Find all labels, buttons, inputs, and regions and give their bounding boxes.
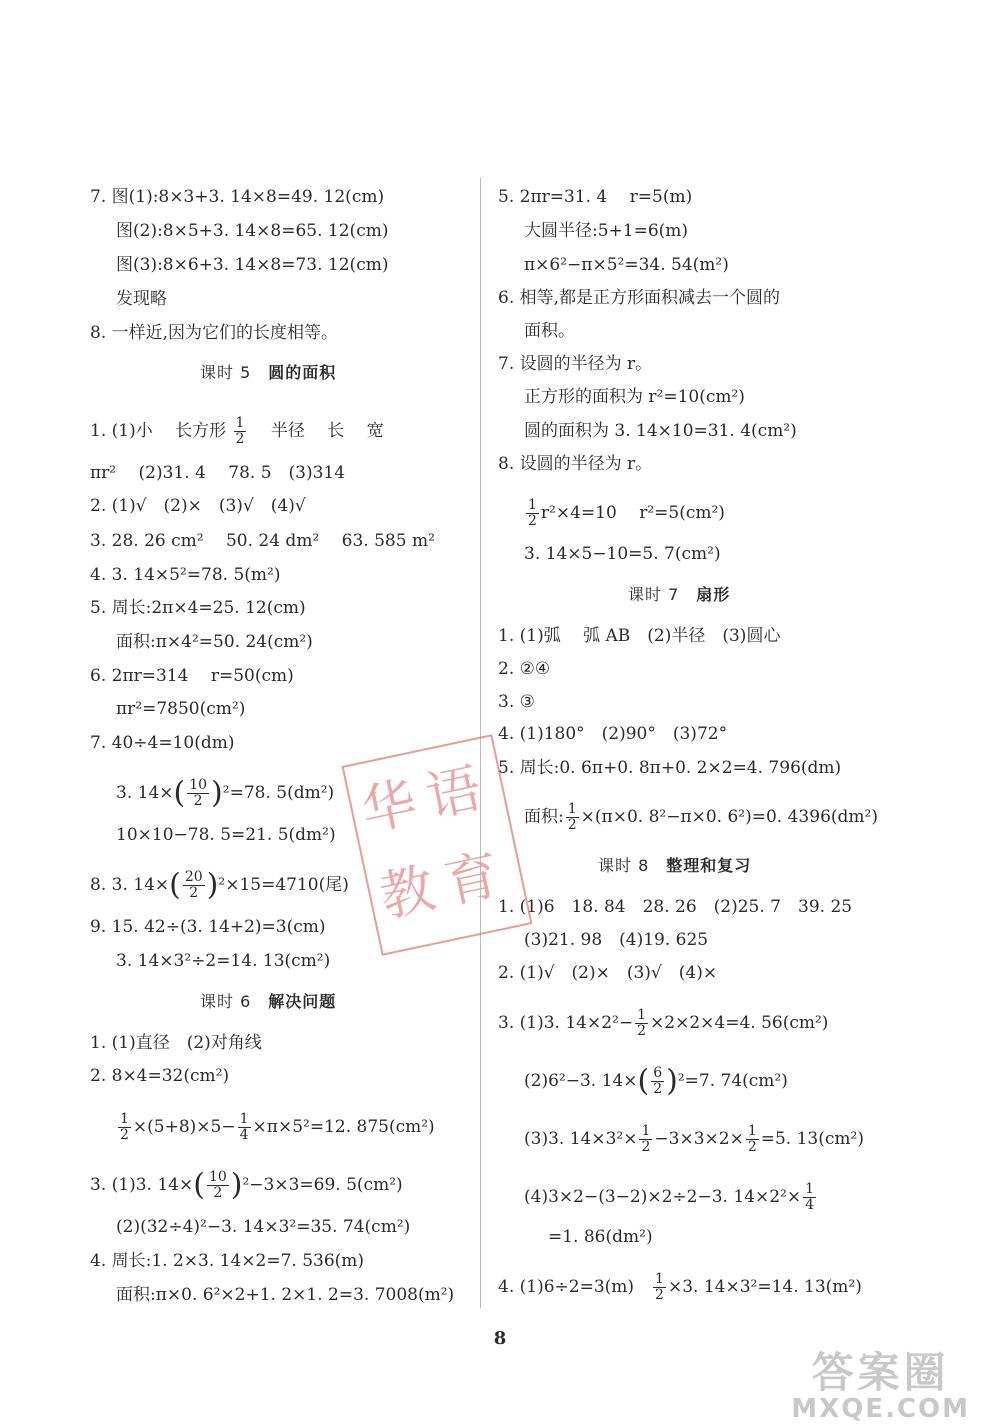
answer-line: 7. 设圆的半径为 r。 xyxy=(498,354,653,374)
answer-line: 面积:π×4²=50. 24(cm²) xyxy=(116,632,313,652)
answer-line: 5. 周长:0. 6π+0. 8π+0. 2×2=4. 796(dm) xyxy=(498,758,842,778)
answer-line: 2. (1)√ (2)× (3)√ (4)√ xyxy=(90,496,306,516)
section-heading-5: 课时 5 圆的面积 xyxy=(200,363,337,382)
answer-line: 3. (1)3. 14×2²− $\frac{1}{2}$ ×2×2×4=4. 56(cm²) xyxy=(498,1007,829,1039)
answer-line: 1. (1)弧 弧 AB (2)半径 (3)圆心 xyxy=(498,626,781,646)
answer-line: 6. 相等,都是正方形面积减去一个圆的 xyxy=(498,288,781,308)
answer-line: 9. 15. 42÷(3. 14+2)=3(cm) xyxy=(90,917,326,937)
answer-line: 2. 8×4=32(cm²) xyxy=(90,1066,230,1086)
answer-line: 1. (1)6 18. 84 28. 26 (2)25. 7 39. 25 xyxy=(498,897,853,917)
answer-line: 图(3):8×6+3. 14×8=73. 12(cm) xyxy=(116,255,389,275)
page-number: 8 xyxy=(493,1328,507,1349)
publisher-stamp: 华语 教育 xyxy=(342,734,533,956)
answer-line: 3. 14×( $\frac{10}{2}$ )²=78. 5(dm²) xyxy=(116,775,335,811)
answer-line: 1. (1)直径 (2)对角线 xyxy=(90,1033,262,1053)
answer-line: (2)6²−3. 14×( $\frac{6}{2}$ )²=7. 74(cm²) xyxy=(524,1063,788,1099)
answer-line: 大圆半径:5+1=6(m) xyxy=(524,221,689,241)
answer-line: 4. (1)180° (2)90° (3)72° xyxy=(498,724,728,744)
answer-line: π×6²−π×5²=34. 54(m²) xyxy=(524,255,729,275)
answer-line: 7. 图(1):8×3+3. 14×8=49. 12(cm) xyxy=(90,187,385,207)
answer-line: 2. (1)√ (2)× (3)√ (4)× xyxy=(498,963,718,983)
section-heading-7: 课时 7 扇形 xyxy=(628,585,731,604)
answer-line: 4. (1)6÷2=3(m) $\frac{1}{2}$ ×3. 14×3²=14. 13(m²) xyxy=(498,1271,862,1303)
answer-line: 面积: $\frac{1}{2}$ ×(π×0. 8²−π×0. 6²)=0. 4396(dm²) xyxy=(524,801,878,833)
answer-line: $\frac{1}{2}$ ×(5+8)×5− $\frac{1}{4}$ ×π×5²=12. 875(cm²) xyxy=(120,1111,435,1143)
fraction: $\frac{1}{2}$ xyxy=(235,415,245,447)
answer-line: 图(2):8×5+3. 14×8=65. 12(cm) xyxy=(116,221,389,241)
answer-line: 圆的面积为 3. 14×10=31. 4(cm²) xyxy=(524,421,797,441)
answer-line: πr²=7850(cm²) xyxy=(116,699,246,719)
answer-line: 面积:π×0. 6²×2+1. 2×1. 2=3. 7008(m²) xyxy=(116,1285,455,1305)
answer-line: 4. 3. 14×5²=78. 5(m²) xyxy=(90,565,281,585)
answer-line: 5. 2πr=31. 4 r=5(m) xyxy=(498,187,693,207)
answer-line: $\frac{1}{2}$ r²×4=10 r²=5(cm²) xyxy=(528,497,725,529)
answer-line: (3)3. 14×3²× $\frac{1}{2}$ −3×3×2× $\frac{1}{2}$ =5. 13(cm²) xyxy=(524,1123,864,1155)
answer-line: 6. 2πr=314 r=50(cm) xyxy=(90,666,294,686)
site-watermark: 答案圈 MXQE.COM xyxy=(791,1348,970,1424)
answer-line: (2)(32÷4)²−3. 14×3²=35. 74(cm²) xyxy=(116,1217,411,1237)
section-heading-8: 课时 8 整理和复习 xyxy=(598,856,752,875)
answer-line: 3. ③ xyxy=(498,692,535,712)
answer-line: 10×10−78. 5=21. 5(dm²) xyxy=(116,825,336,845)
answer-line: 8. 3. 14×( $\frac{20}{2}$ )²×15=4710(尾) xyxy=(90,867,349,903)
answer-line: 4. 周长:1. 2×3. 14×2=7. 536(m) xyxy=(90,1251,365,1271)
answer-line: 3. 28. 26 cm² 50. 24 dm² 63. 585 m² xyxy=(90,531,435,551)
answer-line: =1. 86(dm²) xyxy=(548,1227,653,1247)
answer-line: 3. 14×5−10=5. 7(cm²) xyxy=(524,544,721,564)
answer-line: 发现略 xyxy=(116,289,167,309)
answer-line: (4)3×2−(3−2)×2÷2−3. 14×2²× $\frac{1}{4}$ xyxy=(524,1181,815,1213)
answer-line: 正方形的面积为 r²=10(cm²) xyxy=(524,387,745,407)
section-heading-6: 课时 6 解决问题 xyxy=(200,992,337,1011)
answer-line: 1. (1)小 长方形 $\frac{1}{2}$ 半径 长 宽 xyxy=(90,415,384,447)
answer-line: 2. ②④ xyxy=(498,659,551,679)
answer-line: 8. 一样近,因为它们的长度相等。 xyxy=(90,323,339,343)
answer-line: 5. 周长:2π×4=25. 12(cm) xyxy=(90,598,306,618)
answer-line: 3. 14×3²÷2=14. 13(cm²) xyxy=(116,951,331,971)
answer-line: 3. (1)3. 14×( $\frac{10}{2}$ )²−3×3=69. 5(cm²) xyxy=(90,1167,403,1203)
answer-line: 7. 40÷4=10(dm) xyxy=(90,733,235,753)
answer-line: 8. 设圆的半径为 r。 xyxy=(498,454,653,474)
answer-line: 面积。 xyxy=(524,321,575,341)
answer-line: (3)21. 98 (4)19. 625 xyxy=(524,930,709,950)
answer-line: πr² (2)31. 4 78. 5 (3)314 xyxy=(90,463,346,483)
